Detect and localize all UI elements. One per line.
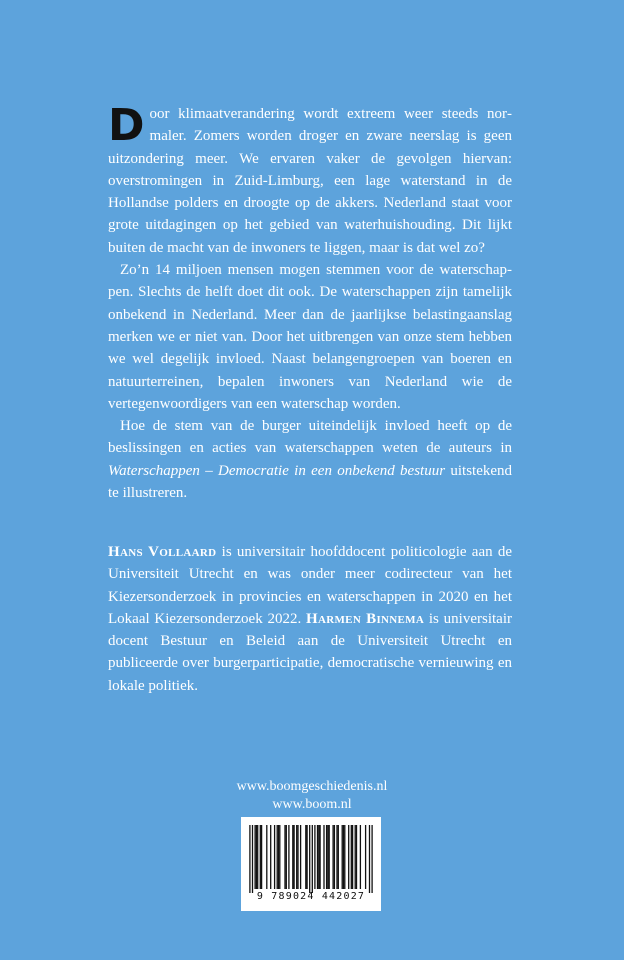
barcode-bar (277, 825, 278, 889)
barcode-bar (334, 825, 335, 889)
barcode-bar (329, 825, 330, 889)
barcode-bar (306, 825, 307, 889)
barcode-bar (288, 825, 289, 889)
barcode-bar (326, 825, 327, 889)
barcode-bar (252, 825, 253, 893)
blurb-paragraph-2: Zo’n 14 miljoen mensen mogen stemmen voor de waterschappen. Slechts de helft doet dit ook. De waterschappen zijn tamelijk onbekend in Nederland. Meer dan de jaarlijkse belastingaanslag merken we er niet van. Door het uitbrengen van onze stem hebben we wel degelijk invloed. Naast belangengroepen van boeren en natuurterreinen, bepalen inwoners van Nederland wie de vertegenwoordigers van een waterschap worden. (108, 262, 512, 412)
barcode-bar (336, 825, 337, 889)
barcode-bar (256, 825, 257, 889)
barcode-bar (323, 825, 324, 889)
barcode-bar (343, 825, 344, 889)
barcode-bar (319, 825, 320, 889)
barcode-bar (344, 825, 345, 889)
barcode-bar (297, 825, 298, 889)
barcode-bar (351, 825, 352, 889)
author-bio (108, 541, 512, 697)
barcode-bar (284, 825, 285, 889)
barcode-bar (338, 825, 339, 889)
blurb-paragraph-3-end: uitstekend te illustreren. (108, 462, 513, 502)
blurb-paragraph-3 (108, 415, 512, 504)
barcode-bar (327, 825, 328, 889)
barcode-bar (293, 825, 294, 889)
barcode-bar (332, 825, 333, 889)
author-1-description: is universitair hoofddocent politicologie aan de Universiteit Utrecht en was onder meer codirecteur van het Kiezersonderzoek in provincies en waterschappen in 2020 en het Lokaal Kiezersonderzoek 2022. (108, 544, 513, 627)
back-cover-blurb (108, 100, 513, 504)
barcode-bar (274, 825, 275, 889)
isbn-barcode (241, 817, 381, 911)
blurb-paragraph-1-text: oor klimaatverandering wordt extreem weer steeds normaler. Zomers worden droger en zware neerslag is geen uitzondering meer. We ervaren vaker de gevolgen hiervan: overstromingen in Zuid-Limburg, een lage waterstand in de Hollandse polders en droogte op de akkers. Nederland staat voor grote uitdagingen op het gebied van waterhuishouding. Dit lijkt buiten de macht van de inwoners te liggen, maar is dat wel zo? (108, 106, 512, 256)
blurb-paragraph-3-start: Hoe de stem van de burger uiteindelijk invloed heeft op de beslissingen en acties van waterschappen weten de auteurs in (108, 418, 512, 457)
author-bio-paragraph (108, 541, 512, 697)
barcode-bar (286, 825, 287, 889)
author-name-1: Hans Vollaard (108, 544, 217, 560)
barcode-bar (278, 825, 279, 889)
blurb-paragraph-1 (108, 100, 512, 259)
barcode-bar (365, 825, 366, 889)
barcode-bar (314, 825, 315, 889)
barcode-bar (369, 825, 370, 893)
barcode-bar (300, 825, 301, 889)
barcode-bar (342, 825, 343, 889)
barcode-bar (266, 825, 267, 889)
author-name-2: Harmen Binnema (306, 610, 425, 627)
isbn-number: 9 789024 442027 (256, 891, 366, 902)
publisher-urls (0, 778, 624, 814)
publisher-url-2: www.boom.nl (272, 797, 352, 812)
barcode-bar (356, 825, 357, 889)
barcode-bar (318, 825, 319, 889)
barcode-bar (261, 825, 262, 889)
publisher-url-1: www.boomgeschiedenis.nl (236, 779, 388, 794)
barcode-bar (270, 825, 271, 889)
barcode-bar (348, 825, 349, 889)
barcode-bar (309, 825, 310, 893)
drop-cap: D (108, 100, 144, 151)
barcode-bar (260, 825, 261, 889)
barcode-bar (296, 825, 297, 889)
author-2-description: is universitair docent Bestuur en Beleid aan de Universiteit Utrecht en publiceerde over burgerparticipatie, democratische vernieuwing en lokale politiek. (108, 610, 512, 694)
barcode-bar (355, 825, 356, 889)
barcode-bar (257, 825, 258, 889)
barcode-bar (254, 825, 255, 889)
barcode-bar (312, 825, 313, 893)
barcode-bar (305, 825, 306, 889)
barcode-bar (352, 825, 353, 889)
book-title: Waterschappen – Democratie in een onbekend bestuur (108, 462, 446, 479)
barcode-bar (360, 825, 361, 889)
barcode-bar (292, 825, 293, 889)
barcode-bar (279, 825, 280, 889)
barcode-bar (317, 825, 318, 889)
barcode-bar (249, 825, 250, 893)
barcode-bar (371, 825, 372, 893)
